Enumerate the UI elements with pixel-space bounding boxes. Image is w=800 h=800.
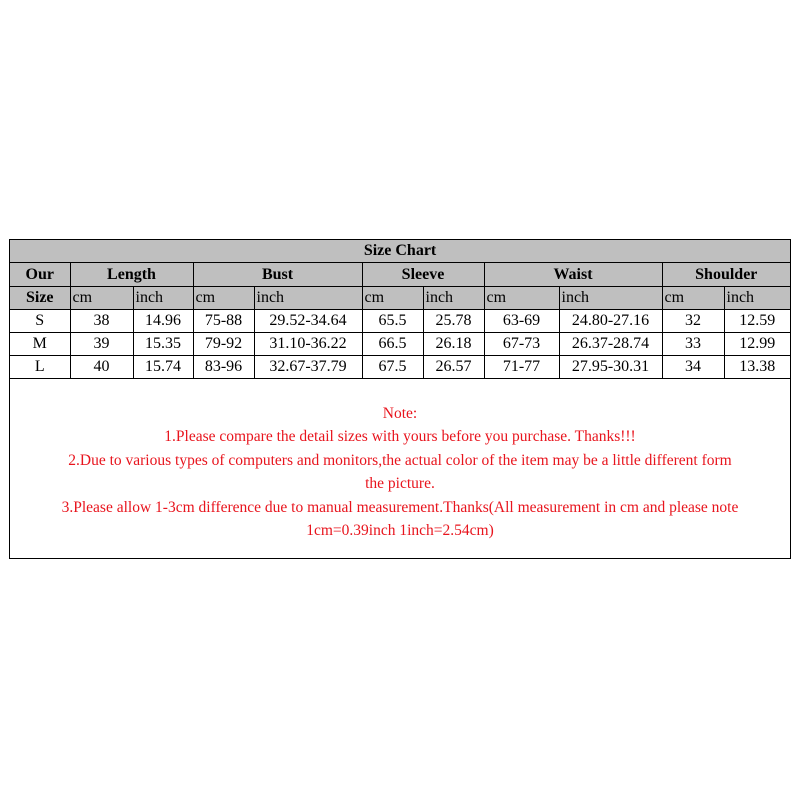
table-cell: 14.96 xyxy=(133,310,193,333)
note-line: 2.Due to various types of computers and monitors,the actual color of the item may be a little different form xyxy=(68,451,732,469)
table-cell: 65.5 xyxy=(362,310,423,333)
note-line: the picture. xyxy=(365,475,435,493)
unit-header: inch xyxy=(133,287,193,310)
table-cell: 12.59 xyxy=(724,310,790,333)
table-cell: 31.10-36.22 xyxy=(254,333,362,356)
table-cell: 29.52-34.64 xyxy=(254,310,362,333)
table-cell: 26.37-28.74 xyxy=(559,333,662,356)
unit-header: inch xyxy=(423,287,484,310)
table-cell: 34 xyxy=(662,356,724,379)
notes-block xyxy=(10,402,790,542)
notes-heading: Note: xyxy=(382,405,418,422)
table-cell: 63-69 xyxy=(484,310,559,333)
table-cell: 13.38 xyxy=(724,356,790,379)
table-cell: 32 xyxy=(662,310,724,333)
size-chart xyxy=(9,239,791,559)
table-cell: 67.5 xyxy=(362,356,423,379)
table-cell: 33 xyxy=(662,333,724,356)
note-line: 3.Please allow 1-3cm difference due to manual measurement.Thanks(All measurement in cm and please note xyxy=(61,498,739,516)
table-cell: 24.80-27.16 xyxy=(559,310,662,333)
table-row xyxy=(10,310,790,333)
size-header-line2: Size xyxy=(10,287,70,310)
group-header-sleeve: Sleeve xyxy=(362,263,484,287)
table-cell: 15.35 xyxy=(133,333,193,356)
table-row xyxy=(10,356,790,379)
unit-header: cm xyxy=(662,287,724,310)
table-cell: 79-92 xyxy=(193,333,254,356)
size-cell: L xyxy=(10,356,70,379)
table-cell: 66.5 xyxy=(362,333,423,356)
group-header-length: Length xyxy=(70,263,193,287)
note-line: 1cm=0.39inch 1inch=2.54cm) xyxy=(306,522,494,540)
table-cell: 26.57 xyxy=(423,356,484,379)
table-cell: 83-96 xyxy=(193,356,254,379)
table-cell: 32.67-37.79 xyxy=(254,356,362,379)
note-line: 1.Please compare the detail sizes with yours before you purchase. Thanks!!! xyxy=(164,428,636,446)
group-header-shoulder: Shoulder xyxy=(662,263,790,287)
table-cell: 75-88 xyxy=(193,310,254,333)
unit-header: inch xyxy=(724,287,790,310)
size-cell: S xyxy=(10,310,70,333)
table-cell: 40 xyxy=(70,356,133,379)
group-header-waist: Waist xyxy=(484,263,662,287)
unit-header: cm xyxy=(70,287,133,310)
unit-header: cm xyxy=(362,287,423,310)
table-row xyxy=(10,333,790,356)
unit-header: cm xyxy=(193,287,254,310)
table-title: Size Chart xyxy=(10,240,790,263)
unit-header-row xyxy=(10,287,790,310)
size-header-line1: Our xyxy=(10,263,70,287)
group-header-row xyxy=(10,263,790,287)
size-chart-table xyxy=(10,240,790,379)
unit-header: cm xyxy=(484,287,559,310)
table-cell: 67-73 xyxy=(484,333,559,356)
table-cell: 25.78 xyxy=(423,310,484,333)
group-header-bust: Bust xyxy=(193,263,362,287)
size-cell: M xyxy=(10,333,70,356)
table-cell: 15.74 xyxy=(133,356,193,379)
table-cell: 12.99 xyxy=(724,333,790,356)
table-cell: 71-77 xyxy=(484,356,559,379)
unit-header: inch xyxy=(559,287,662,310)
table-cell: 26.18 xyxy=(423,333,484,356)
table-cell: 39 xyxy=(70,333,133,356)
table-cell: 38 xyxy=(70,310,133,333)
unit-header: inch xyxy=(254,287,362,310)
table-title-row xyxy=(10,240,790,263)
table-cell: 27.95-30.31 xyxy=(559,356,662,379)
